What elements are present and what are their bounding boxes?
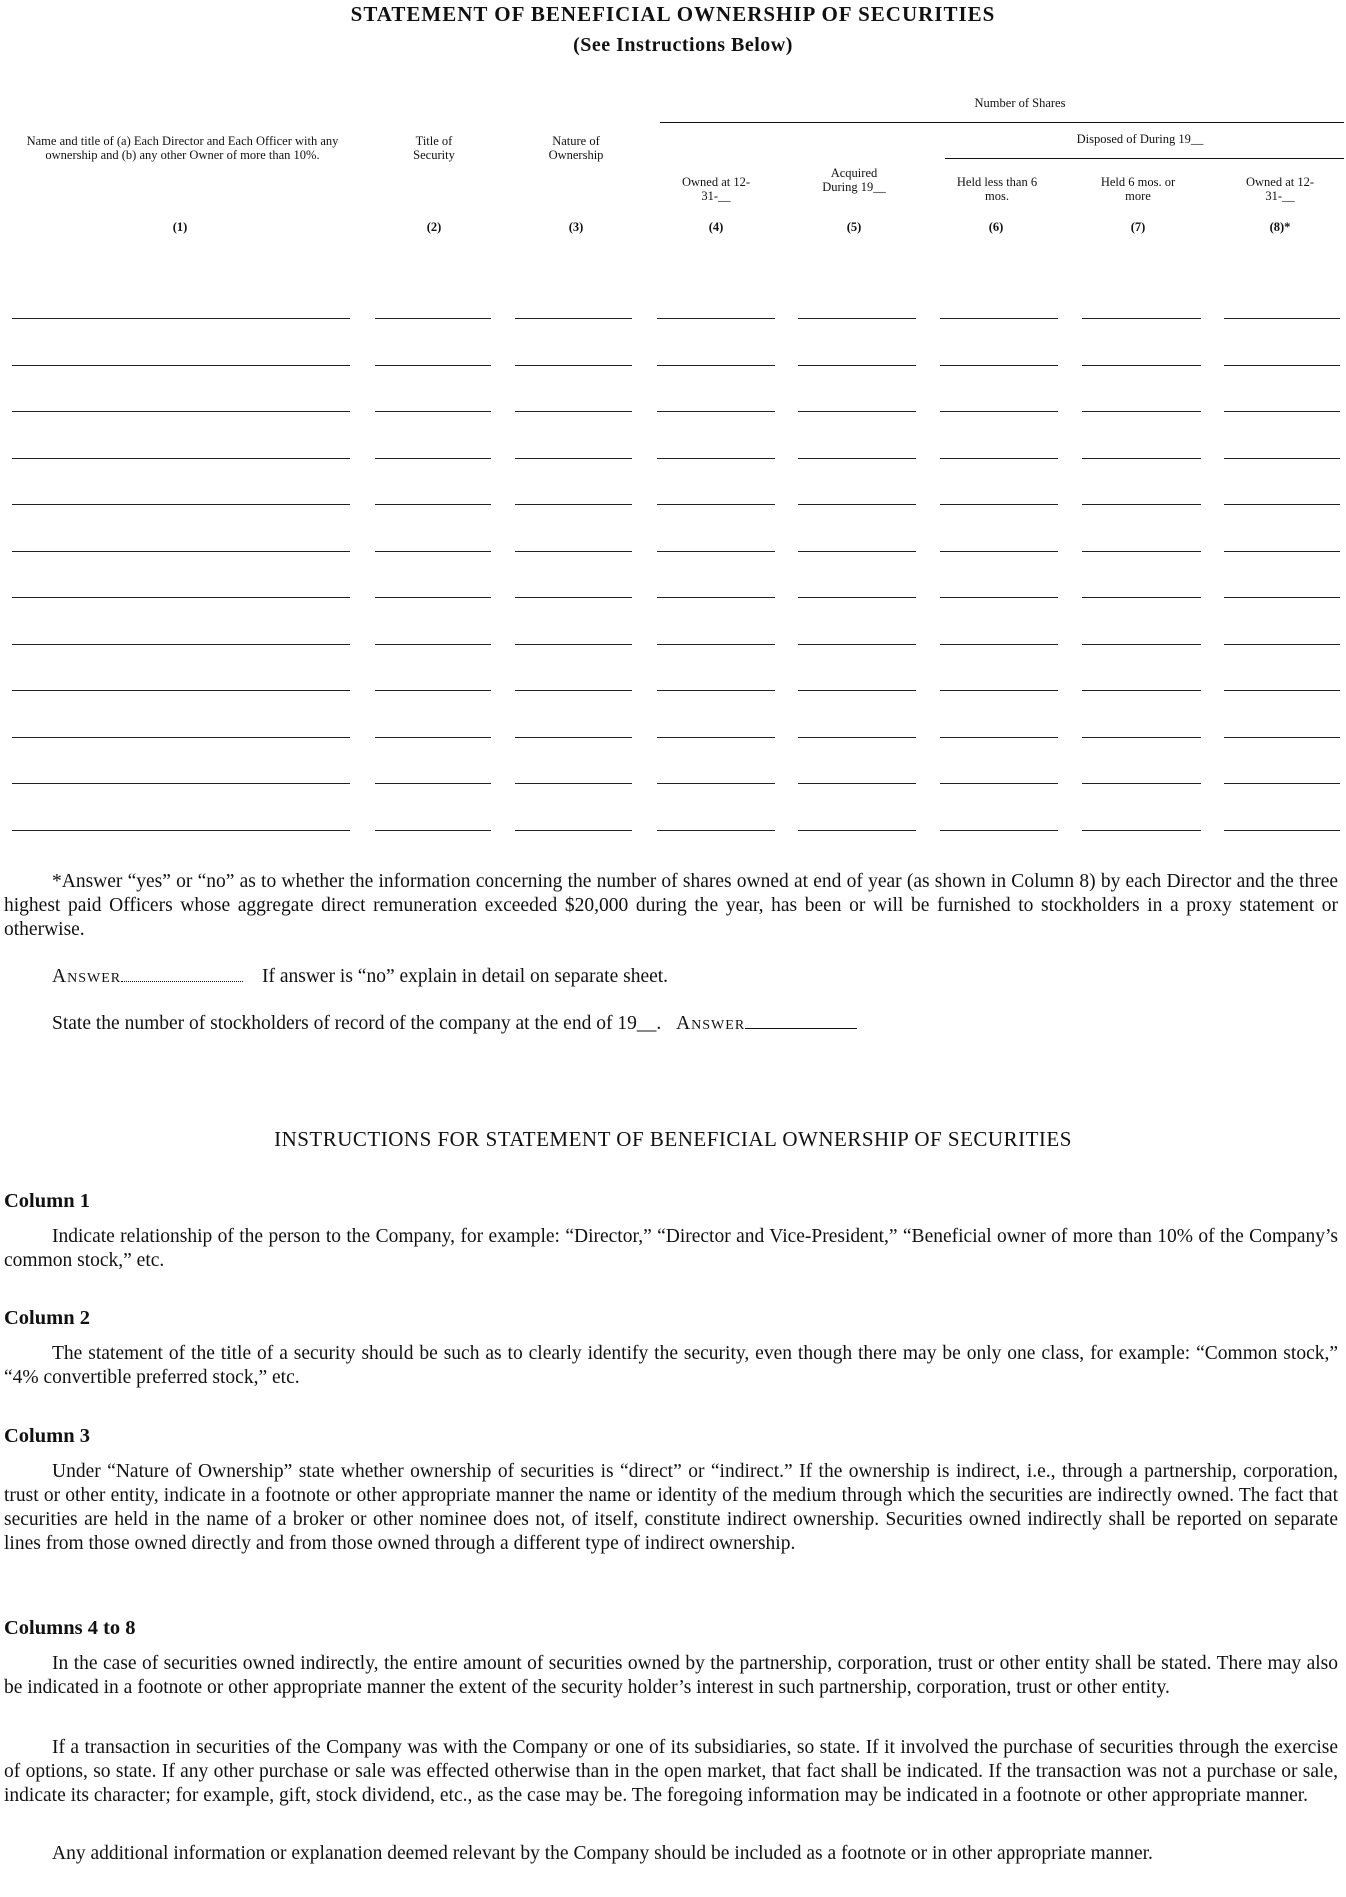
entry-line-col-4[interactable] [657,783,775,784]
entry-line-col-5[interactable] [798,644,916,645]
entry-line-col-8[interactable] [1224,830,1340,831]
entry-line-col-6[interactable] [940,597,1058,598]
entry-line-col-1[interactable] [12,597,350,598]
instructions-title: INSTRUCTIONS FOR STATEMENT OF BENEFICIAL OWNERSHIP OF SECURITIES [274,1127,1072,1151]
entry-line-col-7[interactable] [1082,690,1201,691]
disposed-rule [945,158,1344,159]
entry-line-col-7[interactable] [1082,318,1201,319]
number-of-shares-label: Number of Shares [974,96,1066,110]
entry-line-col-5[interactable] [798,783,916,784]
entry-line-col-6[interactable] [940,504,1058,505]
stockholders-line [52,1013,857,1035]
entry-line-col-6[interactable] [940,365,1058,366]
section-heading-columns-4-to-8: Columns 4 to 8 [4,1617,136,1639]
entry-line-col-2[interactable] [375,551,491,552]
entry-line-col-3[interactable] [515,830,632,831]
entry-line-col-2[interactable] [375,504,491,505]
entry-line-col-3[interactable] [515,411,632,412]
entry-line-col-3[interactable] [515,737,632,738]
entry-line-col-8[interactable] [1224,458,1340,459]
entry-line-col-4[interactable] [657,644,775,645]
answer-label: Answer [52,966,122,987]
entry-line-col-6[interactable] [940,690,1058,691]
number-of-shares-rule [660,122,1344,123]
entry-line-col-5[interactable] [798,504,916,505]
entry-line-col-1[interactable] [12,411,350,412]
entry-line-col-8[interactable] [1224,690,1340,691]
entry-line-col-4[interactable] [657,365,775,366]
section-paragraph: If a transaction in securities of the Company was with the Company or one of its subsidiaries, so state. If it involved the purchase of securities through the exercise of options, so state. If any other purchase or sale was effected otherwise than in the open market, that fact shall be indicated. If the transaction was not a purchase or sale, indicate its character; for example, gift, stock dividend, etc., as the case may be. The foregoing information may be indicated in a footnote or other appropriate manner. [4,1737,1338,1806]
entry-line-col-3[interactable] [515,644,632,645]
section-paragraph: Indicate relationship of the person to the Company, for example: “Director,” “Director and Vice-President,” “Beneficial owner of more than 10% of the Company’s common stock,” etc. [4,1226,1338,1271]
entry-line-col-5[interactable] [798,411,916,412]
entry-line-col-7[interactable] [1082,644,1201,645]
entry-line-col-1[interactable] [12,690,350,691]
entry-line-col-8[interactable] [1224,365,1340,366]
entry-line-col-2[interactable] [375,458,491,459]
entry-line-col-4[interactable] [657,411,775,412]
section-heading-column-1: Column 1 [4,1190,91,1212]
entry-line-col-7[interactable] [1082,737,1201,738]
entry-line-col-4[interactable] [657,458,775,459]
entry-line-col-2[interactable] [375,365,491,366]
entry-line-col-3[interactable] [515,365,632,366]
col-1-number: (1) [172,220,188,234]
entry-line-col-8[interactable] [1224,737,1340,738]
entry-line-col-3[interactable] [515,458,632,459]
entry-line-col-2[interactable] [375,737,491,738]
entry-line-col-1[interactable] [12,551,350,552]
entry-line-col-3[interactable] [515,318,632,319]
entry-line-col-1[interactable] [12,318,350,319]
col-7-header: Held 6 mos. or more [1100,175,1176,203]
entry-line-col-3[interactable] [515,551,632,552]
entry-line-col-5[interactable] [798,597,916,598]
col-2-header: Title of Security [413,134,455,162]
col-8-number: (8)* [1269,220,1291,234]
entry-line-col-7[interactable] [1082,411,1201,412]
entry-line-col-2[interactable] [375,830,491,831]
entry-line-col-5[interactable] [798,365,916,366]
entry-line-col-2[interactable] [375,597,491,598]
entry-line-col-3[interactable] [515,504,632,505]
entry-line-col-1[interactable] [12,830,350,831]
entry-line-col-4[interactable] [657,597,775,598]
entry-line-col-8[interactable] [1224,783,1340,784]
entry-line-col-7[interactable] [1082,597,1201,598]
entry-line-col-5[interactable] [798,737,916,738]
col-3-header: Nature of Ownership [548,134,604,162]
col-5-number: (5) [846,220,862,234]
entry-line-col-8[interactable] [1224,597,1340,598]
section-paragraph: In the case of securities owned indirectly, the entire amount of securities owned by the partnership, corporation, trust or other entity shall be stated. There may also be indicated in a footnote or other appropriate manner the extent of the security holder’s interest in such partnership, corporation, trust or other entity. [4,1653,1338,1698]
entry-line-col-5[interactable] [798,551,916,552]
entry-line-col-1[interactable] [12,504,350,505]
entry-line-col-7[interactable] [1082,365,1201,366]
entry-line-col-3[interactable] [515,597,632,598]
section-paragraph: The statement of the title of a security should be such as to clearly identify the security, even though there may be only one class, for example: “Common stock,” “4% convertible preferred stock,” etc. [4,1343,1338,1388]
entry-line-col-8[interactable] [1224,551,1340,552]
col-8-header: Owned at 12-31-__ [1245,175,1315,203]
entry-line-col-5[interactable] [798,458,916,459]
entry-line-col-6[interactable] [940,783,1058,784]
entry-line-col-6[interactable] [940,551,1058,552]
col-3-number: (3) [568,220,584,234]
section-paragraph: Under “Nature of Ownership” state whether ownership of securities is “direct” or “indirect.” If the ownership is indirect, i.e., through a partnership, corporation, trust or other entity, indicate in a footnote or other appropriate manner the name or identity of the medium through which the securities are indirectly owned. The fact that securities are held in the name of a broker or other nominee does not, of itself, constitute indirect ownership. Securities owned indirectly shall be reported on separate lines from those owned directly and from those owned through a different type of indirect ownership. [4,1461,1338,1554]
entry-line-col-1[interactable] [12,783,350,784]
entry-line-col-3[interactable] [515,690,632,691]
entry-line-col-8[interactable] [1224,318,1340,319]
stockholders-answer-blank[interactable] [745,1014,857,1029]
entry-line-col-4[interactable] [657,318,775,319]
col-1-header: Name and title of (a) Each Director and Each Officer with any ownership and (b) any other Owner of more than 10%. [26,134,339,162]
entry-line-col-2[interactable] [375,644,491,645]
section-heading-column-2: Column 2 [4,1307,91,1329]
answer-line [52,966,668,988]
entry-line-col-6[interactable] [940,318,1058,319]
entry-line-col-7[interactable] [1082,504,1201,505]
entry-line-col-7[interactable] [1082,830,1201,831]
entry-line-col-4[interactable] [657,551,775,552]
entry-line-col-6[interactable] [940,411,1058,412]
answer-label-2: Answer [676,1013,746,1034]
col-2-number: (2) [426,220,442,234]
entry-line-col-3[interactable] [515,783,632,784]
disposed-label: Disposed of During 19__ [1076,132,1204,146]
entry-line-col-2[interactable] [375,411,491,412]
section-paragraph: Any additional information or explanation deemed relevant by the Company should be included as a footnote or in other appropriate manner. [52,1843,1153,1864]
entry-line-col-6[interactable] [940,458,1058,459]
entry-line-col-7[interactable] [1082,551,1201,552]
section-heading-column-3: Column 3 [4,1425,91,1447]
entry-line-col-8[interactable] [1224,504,1340,505]
entry-line-col-2[interactable] [375,690,491,691]
stockholders-text: State the number of stockholders of record of the company at the end of 19__. [52,1013,662,1034]
answer-blank[interactable] [121,967,243,982]
entry-line-col-4[interactable] [657,737,775,738]
entry-line-col-2[interactable] [375,783,491,784]
page-subtitle: (See Instructions Below) [573,34,793,56]
entry-line-col-1[interactable] [12,644,350,645]
col-5-header: Acquired During 19__ [822,166,886,194]
entry-line-col-5[interactable] [798,690,916,691]
page-title: STATEMENT OF BENEFICIAL OWNERSHIP OF SECURITIES [350,2,996,26]
entry-line-col-5[interactable] [798,830,916,831]
entry-line-col-4[interactable] [657,690,775,691]
col-6-header: Held less than 6 mos. [956,175,1038,203]
entry-line-col-5[interactable] [798,318,916,319]
col-4-header: Owned at 12-31-__ [681,175,751,203]
entry-line-col-1[interactable] [12,458,350,459]
entry-line-col-8[interactable] [1224,644,1340,645]
entry-line-col-7[interactable] [1082,458,1201,459]
entry-line-col-8[interactable] [1224,411,1340,412]
entry-line-col-6[interactable] [940,644,1058,645]
entry-line-col-2[interactable] [375,318,491,319]
col-6-number: (6) [988,220,1004,234]
entry-line-col-6[interactable] [940,737,1058,738]
entry-line-col-4[interactable] [657,504,775,505]
entry-line-col-1[interactable] [12,365,350,366]
answer-note: If answer is “no” explain in detail on separate sheet. [261,966,669,987]
col-7-number: (7) [1130,220,1146,234]
col-4-number: (4) [708,220,724,234]
entry-line-col-1[interactable] [12,737,350,738]
entry-line-col-6[interactable] [940,830,1058,831]
entry-line-col-4[interactable] [657,830,775,831]
entry-line-col-7[interactable] [1082,783,1201,784]
footnote-text: *Answer “yes” or “no” as to whether the information concerning the number of shares owned at end of year (as shown in Column 8) by each Director and the three highest paid Officers whose aggregate direct remuneration exceeded $20,000 during the year, has been or will be furnished to stockholders in a proxy statement or otherwise. [4,871,1338,940]
